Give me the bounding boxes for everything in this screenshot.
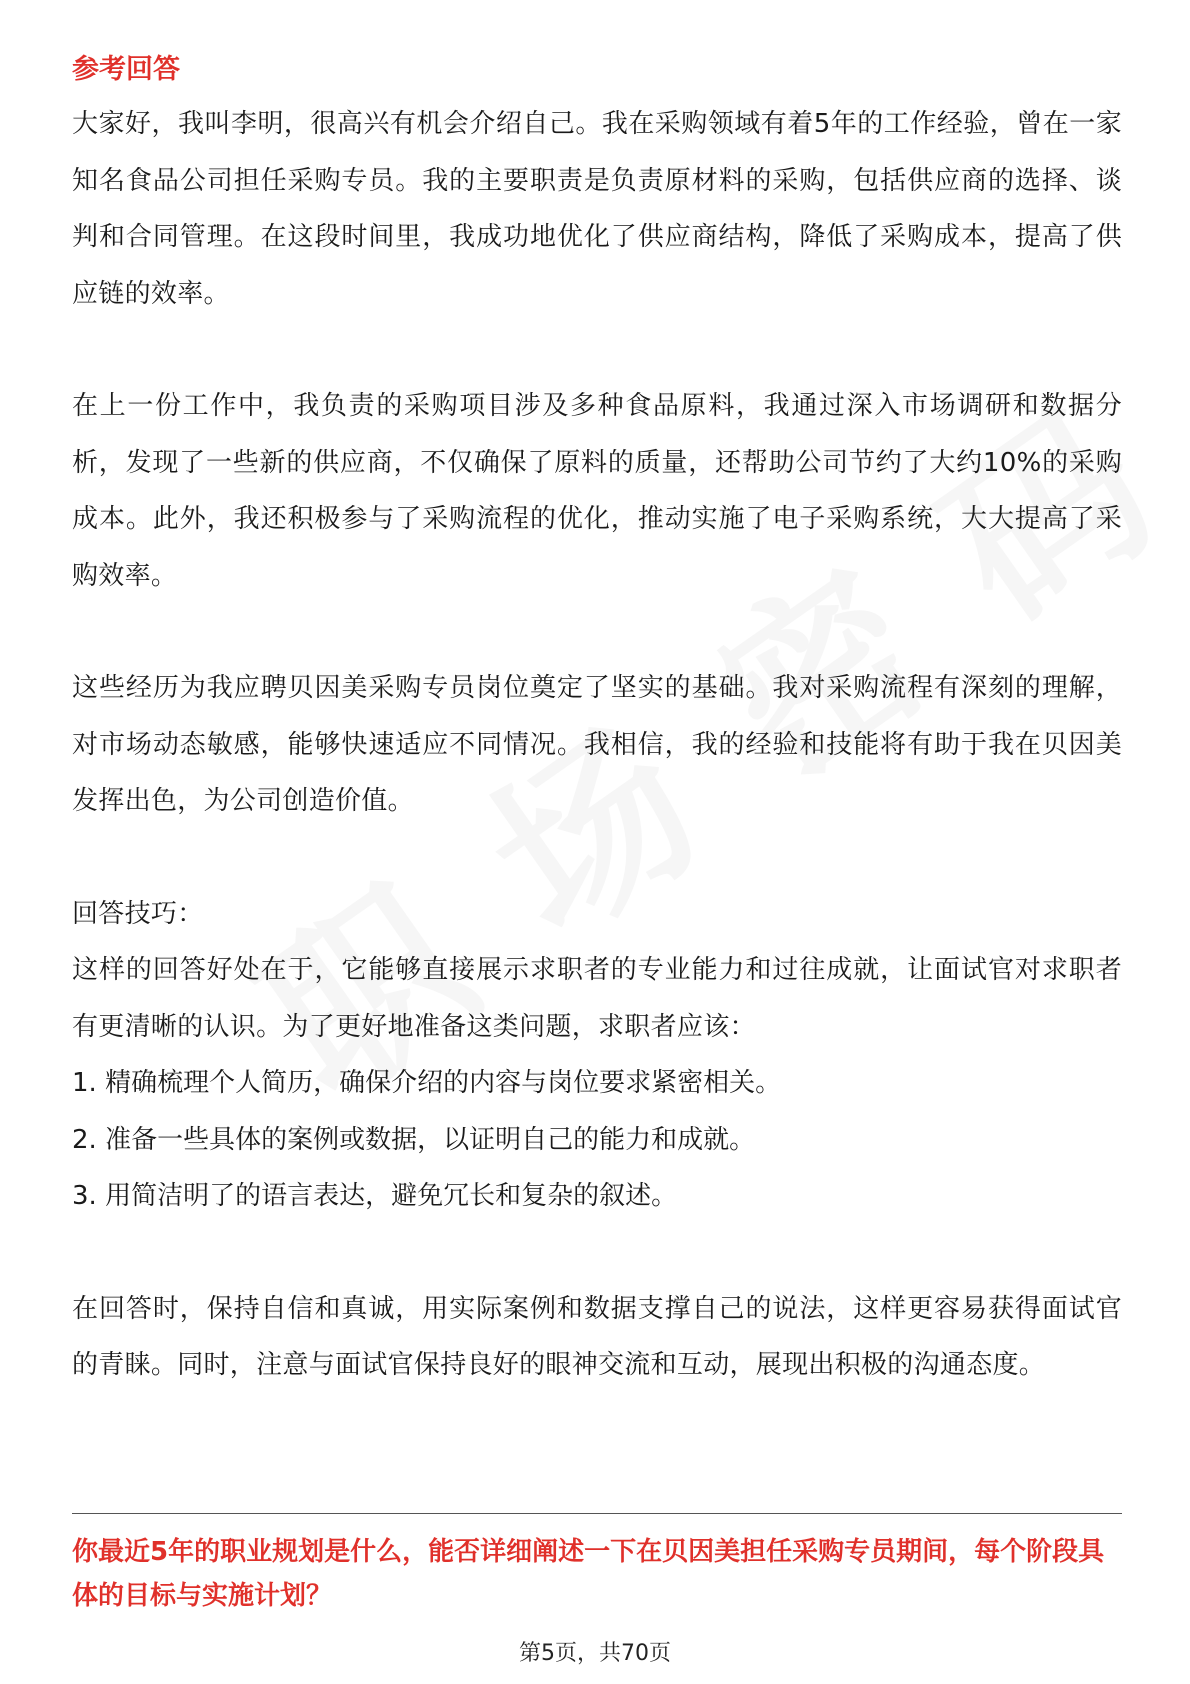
tips-closing: 在回答时，保持自信和真诚，用实际案例和数据支撑自己的说法，这样更容易获得面试官的青睐。同时，注意与面试官保持良好的眼神交流和互动，展现出积极的沟通态度。 <box>72 1293 1122 1380</box>
paragraph-conclusion: 这些经历为我应聘贝因美采购专员岗位奠定了坚实的基础。我对采购流程有深刻的理解，对市场动态敏感，能够快速适应不同情况。我相信，我的经验和技能将有助于我在贝因美发挥出色，为公司创造价值。 <box>72 673 1122 816</box>
spacer <box>72 604 1122 660</box>
tips-item: 2. 准备一些具体的案例或数据，以证明自己的能力和成就。 <box>72 1124 756 1155</box>
tips-intro: 这样的回答好处在于，它能够直接展示求职者的专业能力和过往成就，让面试官对求职者有更清晰的认识。为了更好地准备这类问题，求职者应该： <box>72 955 1122 1042</box>
spacer <box>72 1225 1122 1281</box>
answer-content <box>72 48 1122 1394</box>
tips-item: 3. 用简洁明了的语言表达，避免冗长和复杂的叙述。 <box>72 1181 678 1211</box>
paragraph-experience: 在上一份工作中，我负责的采购项目涉及多种食品原料，我通过深入市场调研和数据分析，发现了一些新的供应商，不仅确保了原料的质量，还帮助公司节约了大约10%的采购成本。此外，我还积极参与了采购流程的优化，推动实施了电子采购系统，大大提高了采购效率。 <box>72 391 1122 591</box>
section-divider <box>72 1513 1122 1514</box>
spacer <box>72 322 1122 378</box>
tips-item: 1. 精确梳理个人简历，确保介绍的内容与岗位要求紧密相关。 <box>72 1068 782 1098</box>
section-heading: 参考回答 <box>72 54 180 85</box>
next-question: 你最近5年的职业规划是什么，能否详细阐述一下在贝因美担任采购专员期间，每个阶段具体的目标与实施计划？ <box>72 1537 1105 1611</box>
tips-label: 回答技巧： <box>72 898 204 929</box>
paragraph-intro: 大家好，我叫李明，很高兴有机会介绍自己。我在采购领域有着5年的工作经验，曾在一家知名食品公司担任采购专员。我的主要职责是负责原材料的采购，包括供应商的选择、谈判和合同管理。在这段时间里，我成功地优化了供应商结构，降低了采购成本，提高了供应链的效率。 <box>72 109 1122 309</box>
spacer <box>72 830 1122 886</box>
page-footer: 第5页，共70页 <box>519 1641 671 1666</box>
